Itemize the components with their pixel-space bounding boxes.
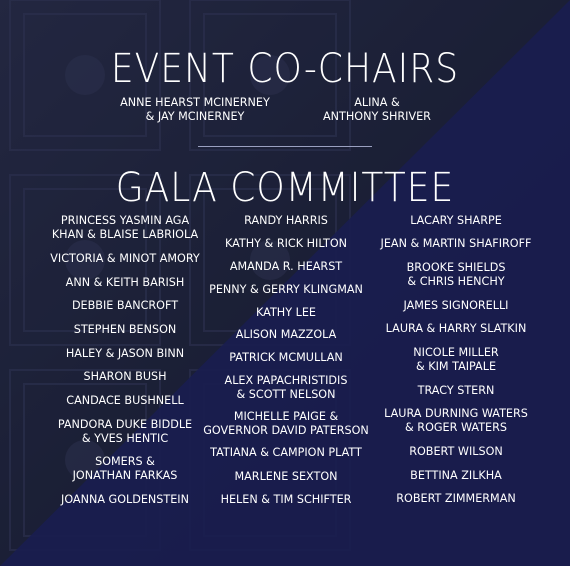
committee-member: ALISON MAZZOLA: [235, 328, 337, 341]
committee-member: KATHY & RICK HILTON: [224, 237, 348, 250]
committee-member: PATRICK MCMULLAN: [229, 351, 343, 364]
gala-committee-title: GALA COMMITTEE: [115, 165, 455, 211]
committee-member: DEBBIE BANCROFT: [71, 299, 179, 312]
committee-member: JAMES SIGNORELLI: [403, 299, 509, 312]
committee-member: NICOLE MILLER & KIM TAIPALE: [413, 346, 499, 373]
committee-member: KATHY LEE: [256, 306, 316, 319]
committee-member: VICTORIA & MINOT AMORY: [50, 252, 200, 265]
committee-member: LACARY SHARPE: [410, 214, 502, 227]
committee-member: HALEY & JASON BINN: [65, 347, 185, 360]
committee-member: JOANNA GOLDENSTEIN: [61, 493, 189, 506]
committee-member: MARLENE SEXTON: [234, 470, 338, 483]
co-chair-name: ANNE HEARST MCINERNEY & JAY MCINERNEY: [120, 96, 270, 123]
committee-member: LAURA & HARRY SLATKIN: [385, 322, 527, 335]
committee-member: CANDACE BUSHNELL: [66, 394, 184, 407]
committee-member: ALEX PAPACHRISTIDIS & SCOTT NELSON: [224, 374, 348, 401]
committee-member: MICHELLE PAIGE & GOVERNOR DAVID PATERSON: [203, 410, 369, 437]
co-chair-name: ALINA & ANTHONY SHRIVER: [323, 96, 431, 123]
committee-member: PRINCESS YASMIN AGA KHAN & BLAISE LABRIOLA: [51, 214, 199, 241]
committee-member: SHARON BUSH: [83, 370, 167, 383]
committee-member: HELEN & TIM SCHIFTER: [220, 493, 352, 506]
committee-member: PANDORA DUKE BIDDLE & YVES HENTIC: [57, 418, 193, 445]
event-co-chairs-title: EVENT CO-CHAIRS: [110, 46, 460, 92]
section-divider: [198, 146, 372, 147]
committee-member: LAURA DURNING WATERS & ROGER WATERS: [384, 407, 528, 434]
committee-member: ROBERT WILSON: [409, 445, 503, 458]
committee-member: TATIANA & CAMPION PLATT: [210, 446, 362, 459]
committee-member: TRACY STERN: [417, 384, 495, 397]
committee-member: RANDY HARRIS: [244, 214, 328, 227]
committee-member: STEPHEN BENSON: [73, 323, 177, 336]
committee-member: BETTINA ZILKHA: [410, 469, 502, 482]
committee-member: PENNY & GERRY KLINGMAN: [209, 283, 363, 296]
committee-member: JEAN & MARTIN SHAFIROFF: [380, 237, 532, 250]
committee-member: BROOKE SHIELDS & CHRIS HENCHY: [406, 261, 506, 288]
committee-member: SOMERS & JONATHAN FARKAS: [72, 455, 178, 482]
committee-member: ROBERT ZIMMERMAN: [396, 492, 516, 505]
committee-member: AMANDA R. HEARST: [229, 260, 343, 273]
committee-member: ANN & KEITH BARISH: [65, 276, 185, 289]
